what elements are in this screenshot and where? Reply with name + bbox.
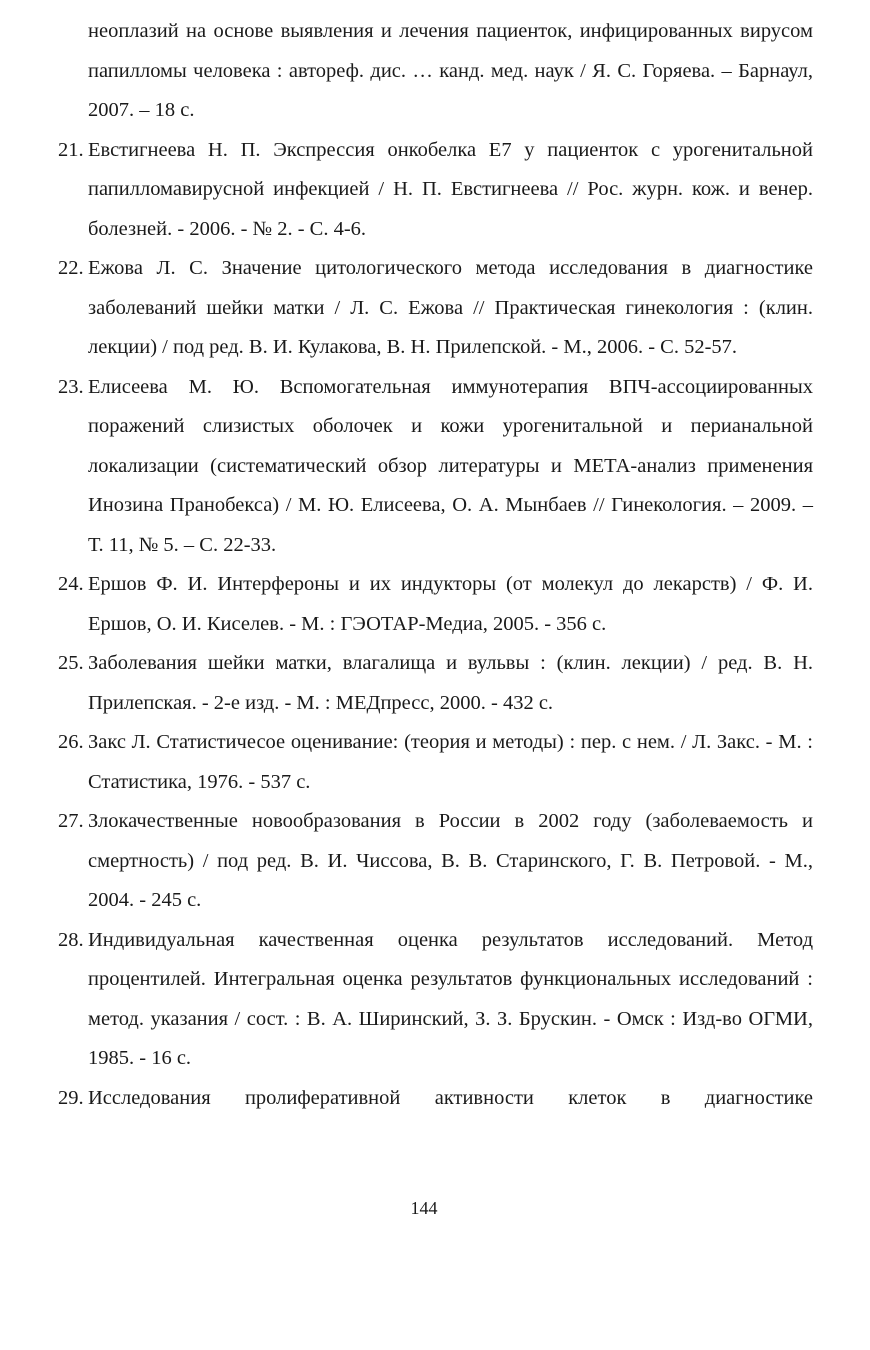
reference-number: 21. (58, 138, 84, 161)
reference-text: Ежова Л. С. Значение цитологического метода исследования в диагностике заболеваний шейки матки / Л. С. Ежова // Практическая гинекология : (клин. лекции) / под ред. В. И. Кулакова, В. Н. Прилепской. - М., 2006. - С. 52-57. (88, 257, 813, 358)
reference-item-27 (58, 802, 813, 921)
reference-item-24 (58, 565, 813, 644)
reference-number: 27. (58, 810, 84, 832)
reference-item-21 (58, 131, 813, 250)
reference-number: 22. (58, 257, 84, 279)
reference-text: Евстигнеева Н. П. Экспрессия онкобелка Е7 у пациенток с урогенитальной папилломавирусной инфекцией / Н. П. Евстигнеева // Рос. журн. кож. и венер. болезней. - 2006. - № 2. - С. 4-6. (88, 138, 813, 240)
reference-item-22 (58, 249, 813, 368)
reference-text: Елисеева М. Ю. Вспомогательная иммунотерапия ВПЧ-ассоциированных поражений слизистых оболочек и кожи урогенитальной и перианальной локализации (систематический обзор литературы и МЕТА-анализ применения Инозина Пранобекса) / М. Ю. Елисеева, О. А. Мынбаев // Гинекология. – 2009. – Т. 11, № 5. – С. 22-33. (88, 375, 813, 556)
reference-text: Исследования пролиферативной активности клеток в диагностике (88, 1086, 813, 1109)
reference-item-25 (58, 644, 813, 723)
reference-text: Индивидуальная качественная оценка результатов исследований. Метод процентилей. Интегральная оценка результатов функциональных исследований : метод. указания / сост. : В. А. Ширинский, З. З. Брускин. - Омск : Изд-во ОГМИ, 1985. - 16 с. (88, 928, 813, 1069)
reference-number: 29. (58, 1086, 84, 1109)
reference-number: 25. (58, 652, 84, 674)
reference-number: 26. (58, 731, 84, 753)
reference-item-29 (58, 1079, 813, 1119)
reference-item-23 (58, 368, 813, 566)
reference-text: Заболевания шейки матки, влагалища и вульвы : (клин. лекции) / ред. В. Н. Прилепская. - 2-е изд. - М. : МЕДпресс, 2000. - 432 с. (88, 652, 813, 714)
reference-number: 28. (58, 928, 84, 951)
reference-text: Закс Л. Статистичесое оценивание: (теория и методы) : пер. с нем. / Л. Закс. - М. : Статистика, 1976. - 537 с. (88, 731, 813, 793)
reference-text: неоплазий на основе выявления и лечения пациенток, инфицированных вирусом папилломы человека : автореф. дис. … канд. мед. наук / Я. С. Горяева. – Барнаул, 2007. – 18 с. (88, 20, 813, 121)
reference-text: Злокачественные новообразования в России в 2002 году (заболеваемость и смертность) / под ред. В. И. Чиссова, В. В. Старинского, Г. В. Петровой. - М., 2004. - 245 с. (88, 810, 813, 911)
reference-number: 24. (58, 573, 84, 595)
page-number: 144 (410, 1198, 438, 1218)
reference-text: Ершов Ф. И. Интерфероны и их индукторы (от молекул до лекарств) / Ф. И. Ершов, О. И. Киселев. - М. : ГЭОТАР-Медиа, 2005. - 356 с. (88, 573, 813, 635)
reference-number: 23. (58, 375, 84, 398)
reference-item-28 (58, 921, 813, 1079)
reference-list (58, 12, 813, 1118)
reference-item-26 (58, 723, 813, 802)
reference-continuation (58, 12, 813, 131)
